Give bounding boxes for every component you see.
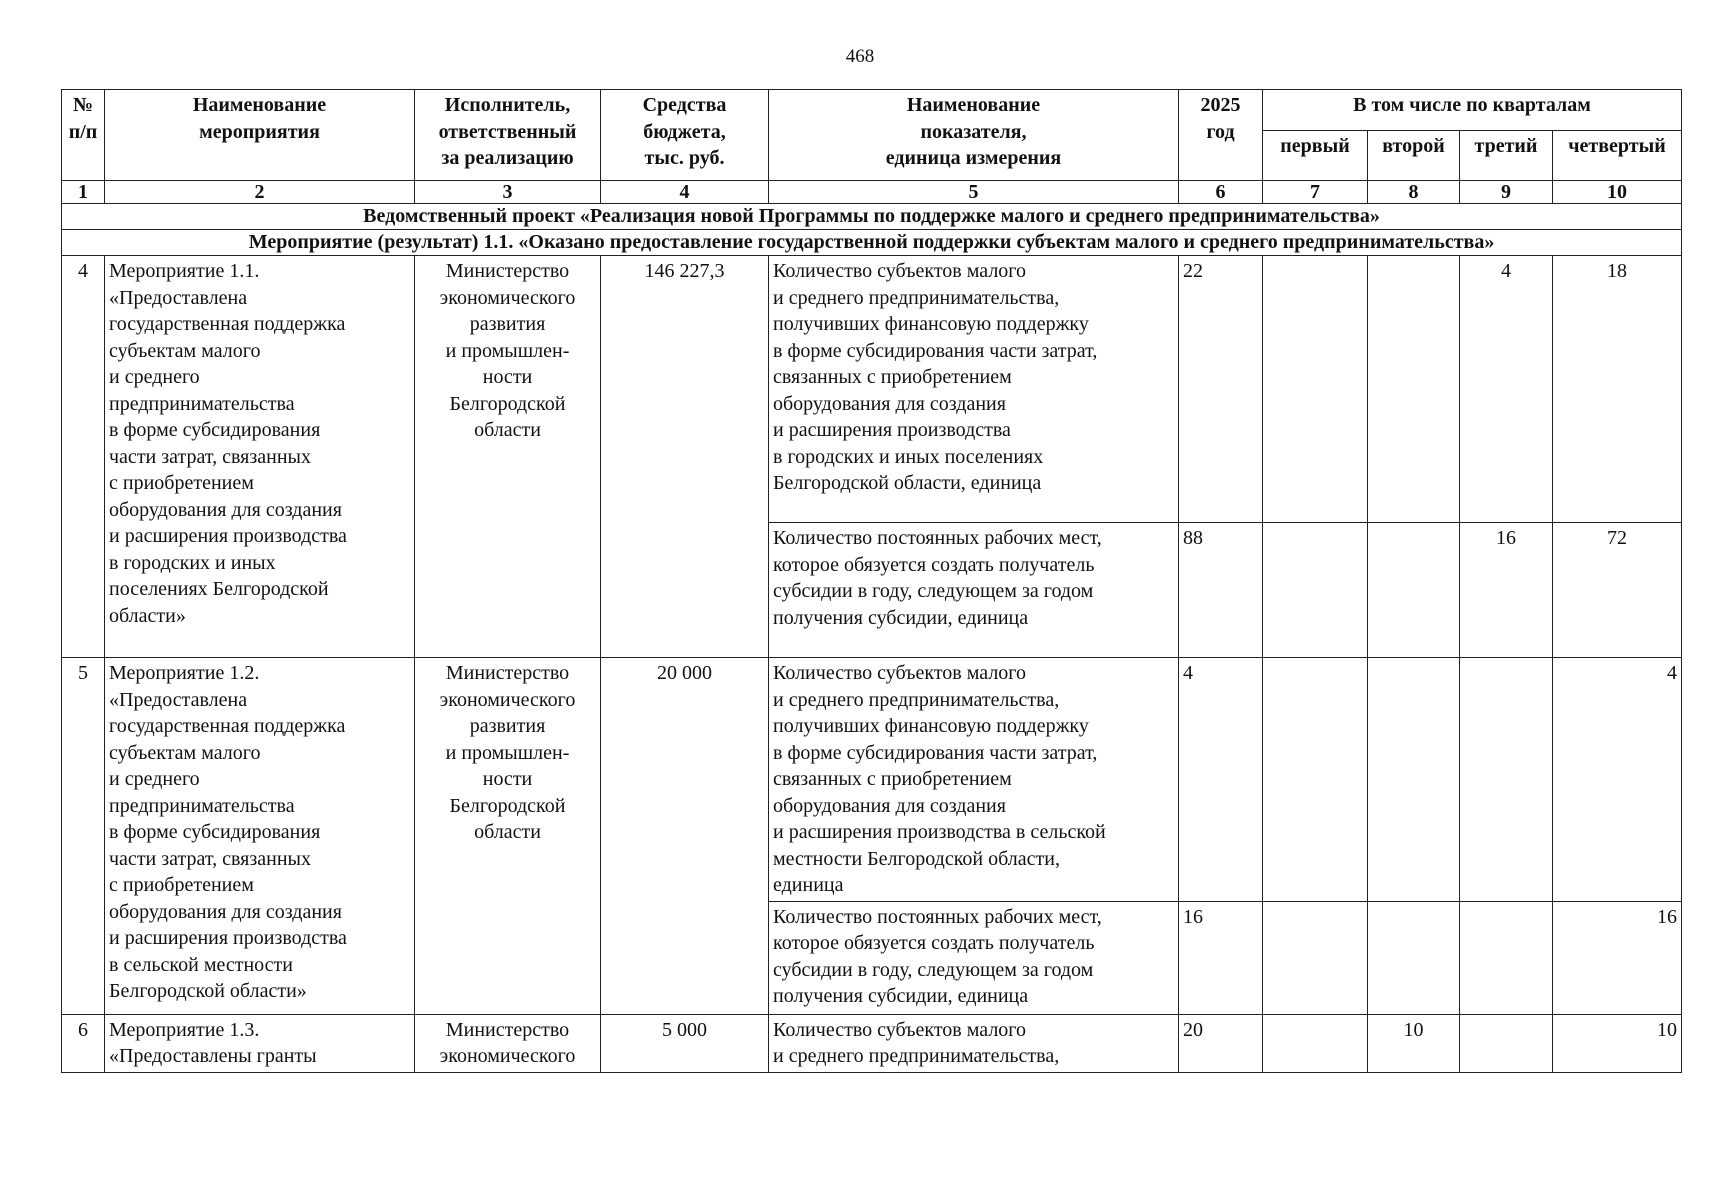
header-name: Наименование мероприятия <box>105 90 415 181</box>
indicator-q1-value <box>1263 256 1368 523</box>
table-row <box>62 256 1682 523</box>
indicator-name: Количество субъектов малого и среднего предпринимательства, получивших финансовую поддержку в форме субсидирования части затрат, связанных с приобретением оборудования для создания и расширения производства в сельской местности Белгородской области, единица <box>769 658 1179 902</box>
result-title: Мероприятие (результат) 1.1. «Оказано предоставление государственной поддержки субъектам малого и среднего предпринимательства» <box>62 230 1682 256</box>
indicator-q2-value <box>1368 256 1460 523</box>
project-title: Ведомственный проект «Реализация новой Программы по поддержке малого и среднего предпринимательства» <box>62 204 1682 230</box>
header-num: № п/п <box>62 90 105 181</box>
column-numbers-row <box>62 181 1682 204</box>
indicator-q4-value: 16 <box>1553 901 1682 1014</box>
result-title-row <box>62 230 1682 256</box>
indicator-q3-value: 4 <box>1460 256 1553 523</box>
column-number: 5 <box>769 181 1179 204</box>
indicator-q2-value <box>1368 523 1460 658</box>
indicator-q1-value <box>1263 1014 1368 1072</box>
indicator-q2-value <box>1368 658 1460 902</box>
column-number: 10 <box>1553 181 1682 204</box>
indicator-q4-value: 4 <box>1553 658 1682 902</box>
indicator-q4-value: 72 <box>1553 523 1682 658</box>
column-number: 1 <box>62 181 105 204</box>
executor: Министерство экономического развития и промышлен- ности Белгородской области <box>415 658 601 1015</box>
indicator-name: Количество постоянных рабочих мест, которое обязуется создать получатель субсидии в году, следующем за годом получения субсидии, единица <box>769 523 1179 658</box>
header-indicator: Наименование показателя, единица измерения <box>769 90 1179 181</box>
indicator-year-value: 88 <box>1179 523 1263 658</box>
header-q4: четвертый <box>1553 131 1682 181</box>
column-number: 4 <box>601 181 769 204</box>
executor: Министерство экономического развития и промышлен- ности Белгородской области <box>415 256 601 658</box>
indicator-year-value: 4 <box>1179 658 1263 902</box>
indicator-q3-value: 16 <box>1460 523 1553 658</box>
header-row <box>62 90 1682 131</box>
indicator-name: Количество постоянных рабочих мест, которое обязуется создать получатель субсидии в году, следующем за годом получения субсидии, единица <box>769 901 1179 1014</box>
indicator-q3-value <box>1460 658 1553 902</box>
indicator-q4-value: 10 <box>1553 1014 1682 1072</box>
page-number: 468 <box>845 46 875 67</box>
header-q1: первый <box>1263 131 1368 181</box>
executor: Министерство экономического <box>415 1014 601 1072</box>
budget: 20 000 <box>601 658 769 1015</box>
budget: 146 227,3 <box>601 256 769 658</box>
indicator-q3-value <box>1460 1014 1553 1072</box>
indicator-year-value: 20 <box>1179 1014 1263 1072</box>
column-number: 7 <box>1263 181 1368 204</box>
events-table <box>61 89 1682 1073</box>
row-number: 4 <box>62 256 105 658</box>
indicator-q1-value <box>1263 658 1368 902</box>
header-quarters: В том числе по кварталам <box>1263 90 1682 131</box>
project-title-row <box>62 204 1682 230</box>
indicator-name: Количество субъектов малого и среднего предпринимательства, получивших финансовую поддержку в форме субсидирования части затрат, связанных с приобретением оборудования для создания и расширения производства в городских и иных поселениях Белгородской области, единица <box>769 256 1179 523</box>
column-number: 9 <box>1460 181 1553 204</box>
row-number: 6 <box>62 1014 105 1072</box>
event-name: Мероприятие 1.3. «Предоставлены гранты <box>105 1014 415 1072</box>
indicator-year-value: 16 <box>1179 901 1263 1014</box>
indicator-name: Количество субъектов малого и среднего предпринимательства, <box>769 1014 1179 1072</box>
indicator-q1-value <box>1263 901 1368 1014</box>
header-budget: Средства бюджета, тыс. руб. <box>601 90 769 181</box>
indicator-q3-value <box>1460 901 1553 1014</box>
budget: 5 000 <box>601 1014 769 1072</box>
column-number: 3 <box>415 181 601 204</box>
header-q2: второй <box>1368 131 1460 181</box>
indicator-q2-value: 10 <box>1368 1014 1460 1072</box>
table-row <box>62 1014 1682 1072</box>
column-number: 2 <box>105 181 415 204</box>
indicator-q2-value <box>1368 901 1460 1014</box>
column-number: 6 <box>1179 181 1263 204</box>
table-row <box>62 658 1682 902</box>
header-executor: Исполнитель, ответственный за реализацию <box>415 90 601 181</box>
column-number: 8 <box>1368 181 1460 204</box>
event-name: Мероприятие 1.1. «Предоставлена государственная поддержка субъектам малого и среднего предпринимательства в форме субсидирования части затрат, связанных с приобретением оборудования для создания и расширения производства в городских и иных поселениях Белгородской области» <box>105 256 415 658</box>
indicator-year-value: 22 <box>1179 256 1263 523</box>
indicator-q1-value <box>1263 523 1368 658</box>
event-name: Мероприятие 1.2. «Предоставлена государственная поддержка субъектам малого и среднего предпринимательства в форме субсидирования части затрат, связанных с приобретением оборудования для создания и расширения производства в сельской местности Белгородской области» <box>105 658 415 1015</box>
header-year: 2025 год <box>1179 90 1263 181</box>
header-q3: третий <box>1460 131 1553 181</box>
row-number: 5 <box>62 658 105 1015</box>
indicator-q4-value: 18 <box>1553 256 1682 523</box>
